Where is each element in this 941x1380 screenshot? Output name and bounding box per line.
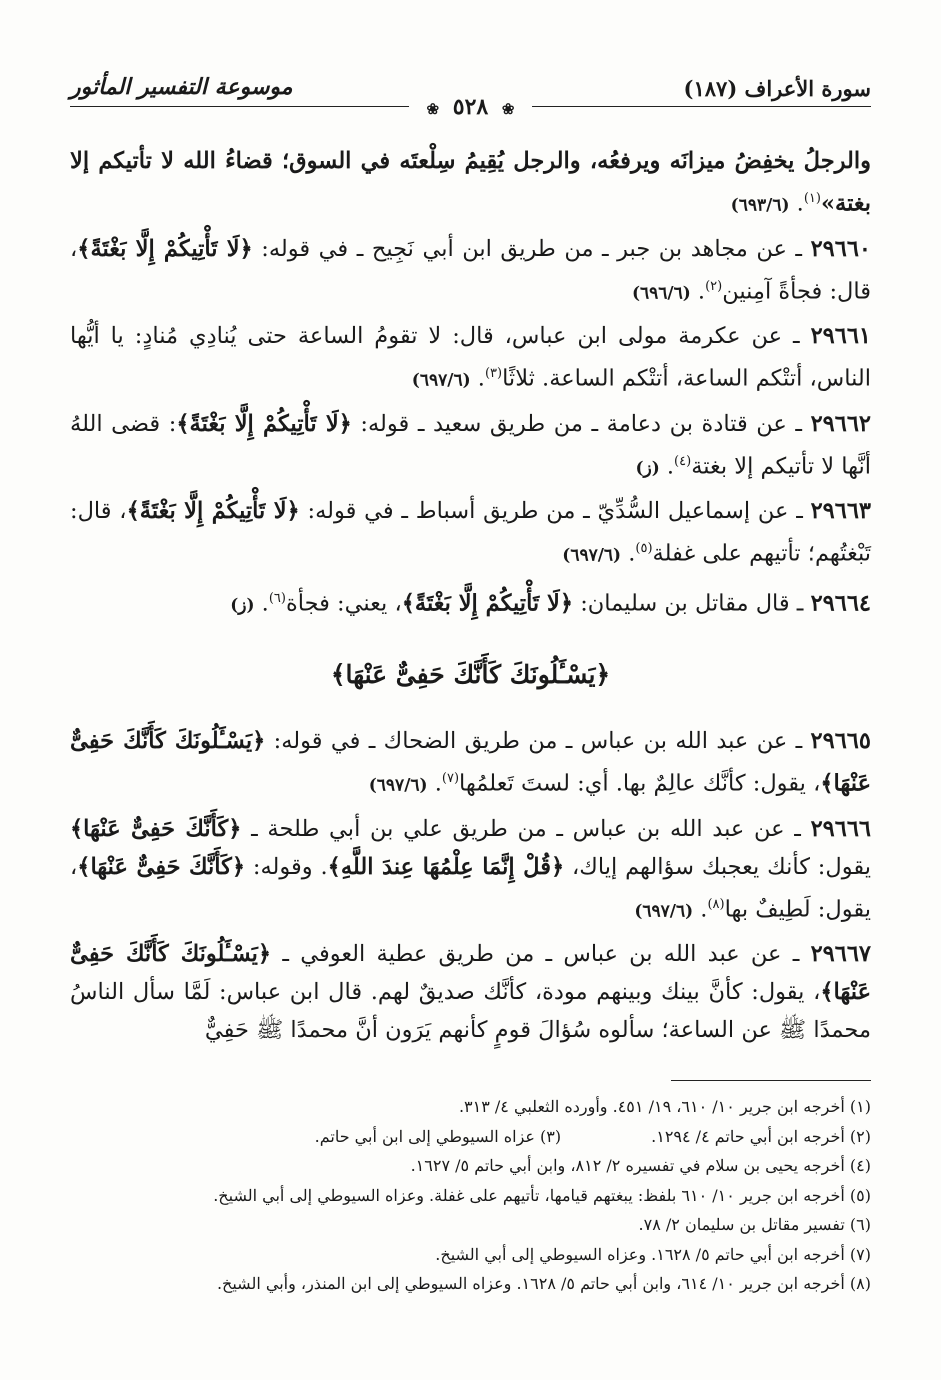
- footnote-marker: (١): [803, 191, 821, 206]
- volume-reference: (٦٩٦/٦): [631, 283, 691, 303]
- footnote-marker: (٣): [484, 366, 503, 381]
- paragraph-text: ، يقول: كأنَّك عالِمٌ بها. أي: لستَ تَعلمُها: [459, 770, 821, 797]
- footnote-marker: (٥): [635, 541, 653, 556]
- volume-reference: (ز): [635, 458, 660, 478]
- section-heading: ﴿يَسْـَٔلُونَكَ كَأَنَّكَ حَفِىٌّ عَنْهَا﴾: [330, 660, 611, 689]
- paragraph: [70, 722, 871, 805]
- footnote-row: [70, 1122, 871, 1152]
- paragraph-text: . وقوله:: [245, 853, 328, 880]
- narration-number: ٢٩٦٦١: [810, 323, 871, 349]
- ornament-left-icon: ❀: [426, 100, 440, 118]
- narration-number: ٢٩٦٦٢: [810, 410, 871, 437]
- footnote-4: (٤) أخرجه يحيى بن سلام في تفسيره ٢/ ٨١٢، وابن أبي حاتم ٥/ ١٦٢٧.: [410, 1156, 871, 1175]
- punctuation: .: [254, 590, 269, 616]
- page-number: ٥٢٨: [452, 94, 489, 120]
- narration-number: ٢٩٦٦٠: [810, 235, 871, 262]
- main-text: [70, 142, 871, 1054]
- quran-quote: ﴿لَا تَأْتِيكُمْ إِلَّا بَغْتَةً﴾: [77, 235, 253, 262]
- punctuation: .: [659, 453, 675, 479]
- punctuation: .: [427, 770, 442, 797]
- paragraph-text: ، يقول: كأنَّ بينك وبينهم مودة، كأنَّك صديقٌ لهم. قال ابن عباس: لَمَّا سأل الناسُ محمدًا ﷺ عن الساعة؛ سألوه سُؤالَ قومٍ كأنهم يَرَون أنَّ محمدًا ﷺ حَفِيٌّ: [70, 979, 871, 1043]
- narration-number: ٢٩٦٦٤: [810, 590, 871, 616]
- paragraph: [70, 935, 871, 1049]
- volume-reference: (٦٩٧/٦): [634, 901, 694, 921]
- footnotes: [70, 1092, 871, 1299]
- footnote-marker: (٦): [268, 590, 286, 606]
- punctuation: .: [796, 190, 804, 217]
- punctuation: .: [690, 278, 706, 304]
- paragraph: [70, 142, 871, 225]
- footnote-6: (٦) تفسير مقاتل بن سليمان ٢/ ٧٨.: [638, 1215, 871, 1234]
- volume-reference: (٦٩٣/٦): [730, 195, 790, 216]
- ornament-right-icon: ❀: [501, 100, 515, 118]
- footnote-5: (٥) أخرجه ابن جرير ١٠/ ٦١٠ بلفظ: يبغتهم قيامها، تأتيهم على غفلة. وعزاه السيوطي إلى أبي الشيخ.: [213, 1185, 871, 1205]
- paragraph-text: ـ عن قتادة بن دعامة ـ من طريق سعيد ـ قوله:: [351, 410, 811, 437]
- paragraph-text: ـ عن عبد الله بن عباس ـ من طريق علي بن أبي طلحة ـ: [241, 815, 811, 842]
- footnote-marker: (٧): [441, 771, 460, 786]
- footnote-3: (٣) عزاه السيوطي إلى ابن أبي حاتم.: [314, 1126, 562, 1146]
- paragraph-text: ـ عن إسماعيل السُّدِّيّ ـ من طريق أسباط ـ في قوله:: [299, 498, 811, 524]
- narration-number: ٢٩٦٦٥: [810, 728, 871, 754]
- page-number-block: [409, 94, 533, 120]
- paragraph-text: ـ عن عبد الله بن عباس ـ من طريق عطية العوفي ـ: [271, 941, 811, 967]
- footnote-7: (٧) أخرجه ابن أبي حاتم ٥/ ١٦٢٨. وعزاه السيوطي إلى أبي الشيخ.: [435, 1244, 871, 1264]
- footnote-8: (٨) أخرجه ابن جرير ١٠/ ٦١٤، وابن أبي حاتم ٥/ ١٦٢٨. وعزاه السيوطي إلى ابن المنذر، وأبي الشيخ.: [216, 1274, 871, 1293]
- paragraph: [70, 317, 871, 400]
- quran-quote: ﴿لَا تَأْتِيكُمْ إِلَّا بَغْتَةً﴾: [126, 498, 300, 524]
- quran-quote: ﴿قُلْ إِنَّمَا عِلْمُهَا عِندَ اللَّهِ﴾: [327, 853, 565, 880]
- paragraph-text: ـ عن مجاهد بن جبر ـ من طريق ابن أبي نَجِيح ـ في قوله:: [252, 235, 811, 262]
- footnote-marker: (٨): [707, 896, 725, 912]
- quran-quote: ﴿لَا تَأْتِيكُمْ إِلَّا بَغْتَةً﴾: [176, 410, 352, 437]
- quran-quote: ﴿لَا تَأْتِيكُمْ إِلَّا بَغْتَةً﴾: [401, 590, 574, 616]
- quran-quote: ﴿يَسْـَٔلُونَكَ كَأَنَّكَ حَفِىٌّ عَنْهَا﴾: [70, 728, 871, 797]
- paragraph-text: ـ عن عكرمة مولى ابن عباس، قال: لا تقومُ الساعة حتى يُنادِي مُنادٍ: يا أيُّها الناس، أتتْكم الساعة، أتتْكم الساعة. ثلاثًا: [70, 323, 871, 392]
- surah-title: سورة الأعراف (١٨٧): [683, 76, 871, 101]
- volume-reference: (٦٩٧/٦): [562, 545, 622, 566]
- running-header: [70, 70, 871, 120]
- paragraph: [70, 230, 871, 313]
- footnote-rule: [671, 1080, 871, 1081]
- paragraph-text: ـ عن عبد الله بن عباس ـ من طريق الضحاك ـ في قوله:: [265, 728, 811, 754]
- paragraph: [70, 405, 871, 488]
- footnote-2: (٢) أخرجه ابن أبي حاتم ٤/ ١٢٩٤.: [651, 1126, 871, 1146]
- punctuation: .: [621, 540, 636, 567]
- volume-reference: (٦٩٧/٦): [368, 775, 428, 796]
- paragraph: [70, 810, 871, 931]
- paragraph-text: ، قال: فجأةً آمِنين: [70, 235, 871, 304]
- paragraph-text: ، يقول: لَطِيفٌ بها: [70, 853, 871, 922]
- quran-quote: ﴿يَسْـَٔلُونَكَ كَأَنَّكَ حَفِىٌّ عَنْهَا﴾: [70, 941, 871, 1005]
- paragraph: [70, 492, 871, 575]
- paragraph-text: يقول: كأنك يعجبك سؤالهم إياك،: [564, 853, 871, 880]
- punctuation: .: [470, 365, 485, 392]
- paragraph-text: ، يعني: فجأة: [285, 590, 402, 616]
- footnote-1: (١) أخرجه ابن جرير ١٠/ ٦١٠، ١٩/ ٤٥١. وأورده الثعلبي ٤/ ٣١٣.: [458, 1097, 871, 1116]
- volume-reference: (٦٩٧/٦): [411, 370, 471, 391]
- paragraph-text: ، قال: تَبْغتُهم؛ تأتيهم على غفلة: [70, 498, 871, 567]
- paragraph-text: ـ قال مقاتل بن سليمان:: [573, 590, 811, 616]
- volume-reference: (ز): [230, 595, 255, 615]
- punctuation: .: [693, 896, 708, 922]
- paragraph-text: : قضى اللهُ أنَّها لا تأتيكم إلا بغتة: [70, 410, 871, 479]
- quran-quote: ﴿كَأَنَّكَ حَفِىٌّ عَنْهَا﴾: [77, 853, 246, 880]
- book-title: موسوعة التفسير المأثور: [70, 74, 293, 100]
- paragraph: [70, 580, 871, 625]
- narration-number: ٢٩٦٦٧: [810, 941, 871, 967]
- narration-number: ٢٩٦٦٦: [810, 815, 872, 842]
- footnote-marker: (٤): [674, 453, 692, 469]
- footnote-marker: (٢): [705, 278, 723, 294]
- narration-number: ٢٩٦٦٣: [810, 498, 871, 524]
- paragraph-text: والرجلُ يخفِضُ ميزانَه ويرفعُه، والرجل يُقِيمُ سِلْعتَه في السوق؛ قضاءُ الله لا تأتيكم إلا بغتة»: [70, 148, 871, 217]
- quran-quote: ﴿كَأَنَّكَ حَفِىٌّ عَنْهَا﴾: [70, 815, 242, 842]
